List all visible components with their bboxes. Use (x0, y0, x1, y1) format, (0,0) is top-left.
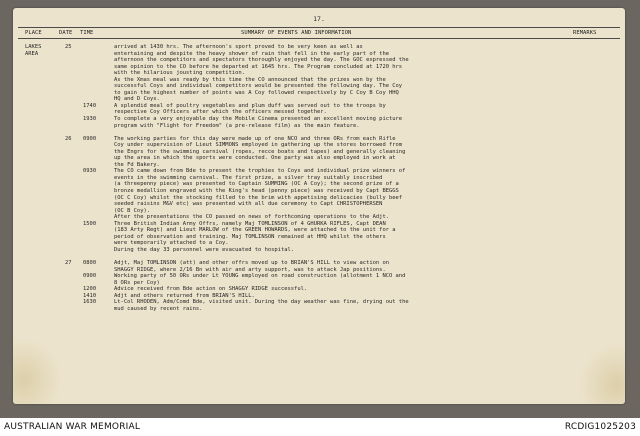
entry-text: arrived at 1430 hrs. The afternoon's sport proved to be very keen as well as (114, 44, 363, 50)
entry-place: AREA (25, 50, 39, 57)
entry-time: 1930 (83, 116, 97, 123)
entry-time: 1410 (83, 292, 97, 299)
entry-text: mud caused by recent rains. (114, 305, 203, 312)
record-id: RCDIG1025203 (564, 422, 636, 432)
caption-bar (0, 418, 640, 436)
entry-time: 1630 (83, 299, 97, 306)
entry-text: Lt-Col RHODEN, Adm/Comd Bde, visited unit. During the day weather was fine, drying out the (114, 299, 409, 306)
entry-text: To complete a very enjoyable day the Mobile Cinema presented an excellent moving picture (114, 116, 403, 123)
entry-text: Adjt, Maj TOMLINSON (att) and other offrs moved up to BRIAN'S HILL to view action on (114, 260, 389, 267)
entry-text: seeded raisins M&V etc) was presented with all due ceremony to Capt CHRISTOPHERSEN (114, 201, 383, 208)
entry-text: the Engrs for the swimming carnival (ropes, recce boats and tapes) and generally cleaning (114, 148, 406, 155)
entry-text: 8 ORs per Coy) (114, 279, 160, 286)
entry-text: bronze medallion engraved with the King's head (penny piece) was received by Capt BEGGS (114, 188, 399, 195)
page-number: 17. (313, 15, 325, 23)
header-place: PLACE (25, 30, 42, 36)
entry-text: the Fd Bakery. (114, 161, 160, 168)
entry-text: A splendid meal of poultry vegetables and plum duff was served out to the troops by (114, 102, 386, 109)
entry-place: LAKES (25, 44, 42, 50)
entry-text: (OC C Coy) whilst the stocking filled to the brim with appetising delicacies (bully beef (114, 194, 403, 201)
entry-date: 26 (65, 135, 72, 142)
diary-line (13, 306, 625, 313)
entry-text: The working parties for this day were made up of one NCO and three ORs from each Rifle (114, 135, 396, 142)
entry-text: As the Xmas meal was ready by this time the CO announced that the prizes won by the (114, 76, 386, 83)
entry-text: (183 Arty Regt) and Lieut MARLOW of the GREEN HOWARDS, were attached to the unit for a (114, 227, 396, 234)
entry-text: The CO came down from Bde to present the trophies to Coys and individual prize winners of (114, 168, 406, 175)
header-remarks: REMARKS (573, 30, 597, 36)
entry-text: to gain the highest number of points was A Coy followed respectively by C Coy B Coy HHQ (114, 89, 399, 96)
entry-text: period of observation and training. Maj TOMLINSON remained at HHQ whilst the others (114, 233, 386, 240)
entry-time: 0900 (83, 273, 97, 280)
entry-date: 25 (65, 44, 72, 50)
paper-stain (13, 338, 62, 404)
entry-text: During the day 33 personnel were evacuated to hospital. (114, 246, 295, 253)
entry-text: (OC B Coy). (114, 207, 151, 214)
header-date: DATE (59, 30, 73, 36)
entry-text: events in the swimming carnival. The first prize, a silver tray suitably inscribed (114, 174, 383, 181)
entry-time: 1740 (83, 102, 97, 109)
entry-text: entertaining and despite the heavy shower of rain that fell in the early part of the (114, 50, 389, 57)
entry-text: After the presentations the CO passed on news of forthcoming operations to the Adjt. (114, 214, 389, 221)
paper-stain (578, 343, 625, 404)
entry-text: Three British Indian Army Offrs, namely Maj TOMLINSON of 4 GHURKA RIFLES, Capt DEAN (114, 220, 386, 227)
header-summary: SUMMARY OF EVENTS AND INFORMATION (241, 30, 352, 36)
entry-text: Advice received from Bde action on SHAGGY RIDGE successful. (114, 286, 308, 293)
header-time: TIME (80, 30, 94, 36)
entry-time: 1200 (83, 286, 97, 293)
entry-text: (a threepenny piece) was presented to Captain SUMMING (OC A Coy); the second prize of a (114, 181, 399, 188)
entry-time: 1500 (83, 220, 97, 227)
entry-text: HQ and D Coys. (114, 96, 160, 103)
entry-text: same opinion to the CO before he departed at 1645 hrs. The Program concluded at 1720 hrs (114, 63, 403, 70)
entry-text: up the area in which the sports were conducted. One party was also employed in work at (114, 155, 396, 162)
entry-text: afternoon the competitors and spectators thoroughly enjoyed the day. The GOC expressed the (114, 57, 409, 64)
entry-text: Coy under supervision of Lieut SIMMONS employed in gathering up the stores borrowed from (114, 142, 403, 149)
header-top-rule (18, 27, 620, 28)
entry-date: 27 (65, 260, 72, 267)
entry-text: respective Coy Officers after which the officers messed together. (114, 109, 327, 116)
entry-time: 0930 (83, 168, 97, 175)
entry-text: with the hilarious jousting competition. (114, 70, 245, 77)
entry-time: 0800 (83, 260, 97, 267)
entry-time: 0900 (83, 135, 97, 142)
entry-text: successful Coys and individual competitors would be presented the following day. The Coy (114, 83, 403, 90)
header-bottom-rule (18, 38, 620, 39)
diary-entries (13, 44, 625, 312)
entry-text: were temporarily attached to a Coy. (114, 240, 229, 247)
entry-text: Working party of 50 ORs under Lt YOUNG employed on road construction (allotment 1 NCO and (114, 273, 406, 280)
war-diary-page (13, 8, 625, 404)
entry-text: SHAGGY RIDGE, where 2/16 Bn with air and arty support, was to attack Jap positions. (114, 266, 386, 273)
entry-text: Adjt and others returned from BRIAN'S HILL. (114, 292, 255, 299)
entry-text: program with "Flight for Freedom" (a pre-release film) as the main feature. (114, 122, 360, 129)
archive-name: AUSTRALIAN WAR MEMORIAL (4, 422, 141, 432)
